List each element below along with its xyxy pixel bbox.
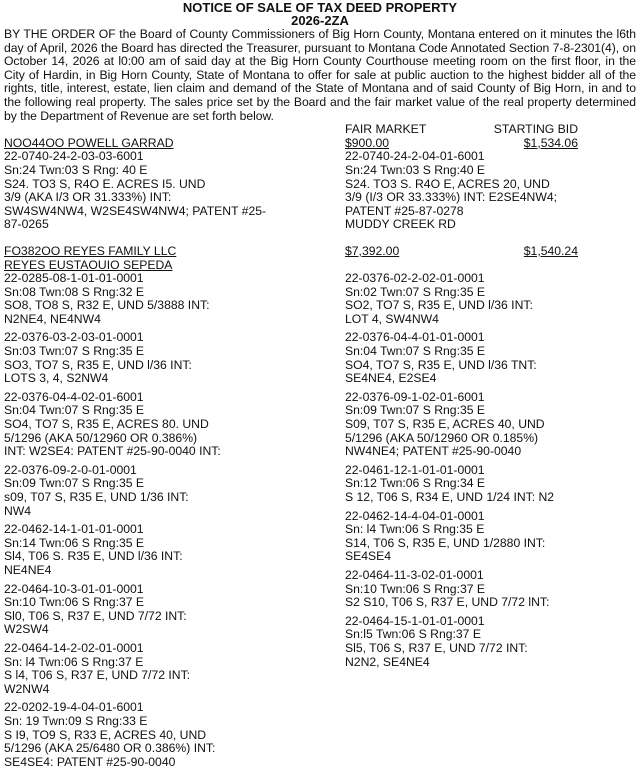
lot-1-right-column bbox=[320, 123, 636, 232]
parcel-line: Sn:l5 Twn:06 S Rng:37 E bbox=[345, 627, 481, 642]
parcel-line: 5/1296 (AKA 50/12960 OR 0.185%) bbox=[345, 430, 539, 445]
lot-2-starting-bid: $1,540.24 bbox=[523, 243, 578, 258]
parcel-line: Sn:12 Twn:06 S Rng:34 E bbox=[345, 476, 486, 491]
lot-1-fair-market: $900.00 bbox=[345, 135, 390, 150]
parcel-line: Sn: 19 Twn:09 S Rng:33 E bbox=[4, 713, 148, 728]
parcel-line: 22-0376-03-2-03-01-0001 bbox=[4, 330, 144, 345]
parcel-line: Sn:24 Twn:03 S Rng:40 E bbox=[345, 162, 486, 177]
parcel-line: Sn:24 Twn:03 S Rng: 40 E bbox=[4, 162, 148, 177]
parcel-line: S2 S10, T06 S, R37 E, UND 7/72 lNT: bbox=[345, 595, 550, 610]
parcel-line: Sn:10 Twn:06 S Rng:37 E bbox=[345, 581, 486, 596]
parcel-line: Sn:09 Twn:07 S Rng:35 E bbox=[345, 403, 486, 418]
parcel-entry bbox=[345, 272, 636, 326]
parcel-line: Sn:14 Twn:06 S Rng:35 E bbox=[4, 535, 145, 550]
parcel-line: Sn:02 Twn:07 S Rng:35 E bbox=[345, 284, 486, 299]
parcel-line: SO2, TO7 S, R35 E, UND l/36 INT: bbox=[345, 298, 533, 313]
lot-1 bbox=[4, 123, 636, 232]
notice-title: NOTICE OF SALE OF TAX DEED PROPERTY bbox=[182, 0, 458, 15]
parcel-line: Sl0, T06 S, R37 E, UND 7/72 INT: bbox=[4, 608, 187, 623]
parcel-line: Sn:04 Twn:07 S Rng:35 E bbox=[345, 344, 486, 359]
parcel-entry bbox=[345, 510, 636, 564]
parcel-entry bbox=[4, 464, 320, 518]
parcel-entry bbox=[4, 523, 320, 577]
notice-intro: BY THE ORDER OF the Board of County Commissioners of Big Horn County, Montana entered on it minutes the l6th day of April, 2026 the Board has directed the Treasurer, pursuant to Montana Code Annotated Section 7-8-2301(4), on October 14, 2026 at l0:00 am of said day at the Big Horn County Courthouse meeting room on the first floor, in the City of Hardin, in Big Horn County, State of Montana to offer for sale at public auction to the highest bidder all of the rights, title, interest, estate, lien claim and demand of the State of Montana and of said County of Big Horn, in and to the following real property. The sales price set by the Board and the fair market value of the real property determined by the Department of Revenue are set forth below. bbox=[4, 27, 636, 123]
parcel-line: S09, T07 S, R35 E, ACRES 40, UND bbox=[345, 417, 545, 432]
parcel-line: Sn:09 Twn:07 S Rng:35 E bbox=[4, 476, 145, 491]
lot-1-starting-bid: $1,534.06 bbox=[523, 135, 578, 150]
parcel-line: s09, T07 S, R35 E, UND 1/36 INT: bbox=[4, 490, 189, 504]
parcel-line: 22-0202-19-4-04-01-6001 bbox=[4, 700, 144, 715]
parcel-entry bbox=[4, 583, 320, 637]
parcel-line: S l4, T06 S, R37 E, UND 7/72 INT: bbox=[4, 668, 191, 683]
parcel-entry bbox=[345, 569, 636, 610]
parcel-line: S14, T06 S, R35 E, UND 1/2880 INT: bbox=[345, 535, 546, 550]
parcel-line: 22-0740-24-2-03-03-6001 bbox=[4, 149, 144, 164]
parcel-line: 22-0376-04-4-01-01-0001 bbox=[345, 330, 485, 345]
parcel-line: 3/9 (I/3 OR 33.333%) INT: E2SE4NW4; bbox=[345, 190, 558, 205]
parcel-line: NW4NE4; PATENT #25-90-0040 bbox=[345, 444, 522, 459]
lot-2-fair-market: $7,392.00 bbox=[345, 243, 400, 258]
parcel-line: LOT 4, SW4NW4 bbox=[345, 311, 439, 326]
lot-2-owner-1: FO382OO REYES FAMILY LLC bbox=[4, 243, 177, 258]
parcel-line: 5/1296 (AKA 25/6480 OR 0.386%) INT: bbox=[4, 741, 216, 756]
parcel-line: INT: W2SE4: PATENT #25-90-0040 INT: bbox=[4, 444, 221, 459]
parcel-line: Sn:08 Twn:08 S Rng:32 E bbox=[4, 284, 145, 299]
tax-deed-notice bbox=[4, 0, 636, 774]
parcel-line: S24. TO3 S. R4O E, ACRES 20, UND bbox=[345, 176, 550, 191]
parcel-line: N2NE4, NE4NW4 bbox=[4, 311, 101, 326]
parcel-line: W2SW4 bbox=[4, 622, 49, 637]
parcel-line: SE4NE4, E2SE4 bbox=[345, 371, 437, 386]
parcel-entry bbox=[345, 331, 636, 385]
parcel-line: 22-0462-14-1-01-01-0001 bbox=[4, 522, 144, 537]
parcel-line: 22-0285-08-1-01-01-0001 bbox=[4, 271, 144, 286]
parcel-entry bbox=[345, 615, 636, 669]
parcel-line: NW4 bbox=[4, 503, 32, 518]
parcel-line: SO4, TO7 S, R35 E, UND l/36 TNT: bbox=[345, 357, 537, 372]
parcel-line: S I9, TO9 S, R33 E, ACRES 40, UND bbox=[4, 727, 207, 742]
lot-2-prices bbox=[345, 245, 636, 259]
parcel-line: SW4SW4NW4, W2SE4SW4NW4; PATENT #25- bbox=[4, 203, 267, 218]
parcel-line: 22-0464-10-3-01-01-0001 bbox=[4, 581, 144, 596]
parcel-entry bbox=[4, 642, 320, 696]
parcel-line: S24. TO3 S, R4O E. ACRES I5. UND bbox=[4, 176, 206, 191]
lot-1-prices bbox=[345, 137, 636, 151]
parcel-entry bbox=[4, 272, 320, 326]
parcel-line: 22-0376-04-4-02-01-6001 bbox=[4, 389, 144, 404]
parcel-line: 22-0376-02-2-02-01-0001 bbox=[345, 271, 485, 286]
parcel-line: 22-0462-14-4-04-01-0001 bbox=[345, 508, 485, 523]
parcel-line: 5/1296 (AKA 50/12960 OR 0.386%) bbox=[4, 430, 198, 445]
price-header bbox=[345, 123, 636, 137]
fair-market-header: FAIR MARKET bbox=[345, 122, 427, 137]
parcel-line: SE4SE4: PATENT #25-90-0040 bbox=[4, 754, 176, 769]
parcel-line: S 12, T06 S, R34 E, UND 1/24 INT: N2 bbox=[345, 490, 555, 504]
lot-2-right-column bbox=[320, 245, 636, 774]
parcel-line: 22-0461-12-1-01-01-0001 bbox=[345, 462, 485, 477]
parcel-line: 3/9 (AKA I/3 OR 31.333%) INT: bbox=[4, 190, 172, 205]
parcel-line: Sl5, T06 S, R37 E, UND 7/72 INT: bbox=[345, 640, 528, 655]
parcel-entry bbox=[4, 331, 320, 385]
lot-2-left-parcels bbox=[4, 272, 320, 769]
parcel-line: 22-0464-15-1-01-01-0001 bbox=[345, 613, 485, 628]
lot-1-left-column bbox=[4, 123, 320, 232]
starting-bid-header: STARTING BID bbox=[493, 122, 578, 137]
parcel-line: N2N2, SE4NE4 bbox=[345, 654, 430, 669]
parcel-line: W2NW4 bbox=[4, 681, 50, 696]
parcel-line: Sl4, T06 S. R35 E, UND l/36 INT: bbox=[4, 549, 183, 564]
notice-subtitle: 2026-2ZA bbox=[291, 13, 349, 28]
parcel-line: PATENT #25-87-0278 bbox=[345, 203, 464, 218]
parcel-line: LOTS 3, 4, S2NW4 bbox=[4, 371, 109, 386]
parcel-line: 87-0265 bbox=[4, 217, 49, 232]
parcel-line: SO4, TO7 S, R35 E, ACRES 80. UND bbox=[4, 417, 209, 432]
lot-1-owner: NOO44OO POWELL GARRAD bbox=[4, 135, 174, 150]
parcel-line: 22-0376-09-1-02-01-6001 bbox=[345, 389, 485, 404]
parcel-line: MUDDY CREEK RD bbox=[345, 217, 456, 232]
parcel-line: NE4NE4 bbox=[4, 562, 52, 577]
parcel-line: 22-0464-14-2-02-01-0001 bbox=[4, 640, 144, 655]
parcel-line: Sn:03 Twn:07 S Rng:35 E bbox=[4, 344, 145, 359]
parcel-line: Sn:04 Twn:07 S Rng:35 E bbox=[4, 403, 145, 418]
parcel-line: 22-0464-11-3-02-01-0001 bbox=[345, 567, 484, 582]
lot-2-left-column bbox=[4, 245, 320, 774]
parcel-line: Sn: l4 Twn:06 S Rng:35 E bbox=[345, 522, 485, 537]
parcel-line: SO3, TO7 S, R35 E, UND l/36 INT: bbox=[4, 357, 192, 372]
lot-2 bbox=[4, 245, 636, 774]
parcel-line: SO8, TO8 S, R32 E, UND 5/3888 INT: bbox=[4, 298, 210, 313]
parcel-line: Sn: l4 Twn:06 S Rng:37 E bbox=[4, 654, 144, 669]
lot-2-owner-2: REYES EUSTAOUIO SEPEDA bbox=[4, 257, 173, 272]
parcel-line: Sn:10 Twn:06 S Rng:37 E bbox=[4, 595, 145, 610]
parcel-line: 22-0740-24-2-04-01-6001 bbox=[345, 149, 485, 164]
parcel-entry bbox=[345, 464, 636, 505]
parcel-entry bbox=[345, 391, 636, 459]
parcel-entry bbox=[4, 391, 320, 459]
parcel-entry bbox=[4, 701, 320, 769]
parcel-line: 22-0376-09-2-0-01-0001 bbox=[4, 462, 137, 477]
lot-2-right-parcels bbox=[345, 272, 636, 669]
parcel-line: SE4SE4 bbox=[345, 549, 392, 564]
